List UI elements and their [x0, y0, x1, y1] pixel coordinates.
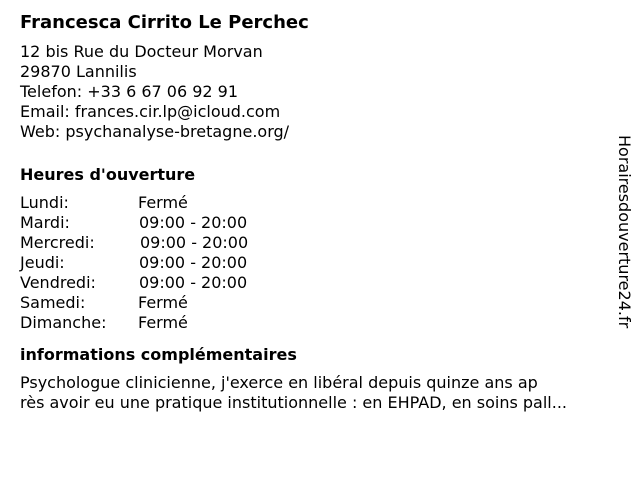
address-street: 12 bis Rue du Docteur Morvan	[20, 42, 263, 61]
hours-row-tuesday	[20, 213, 610, 233]
hours-heading: Heures d'ouverture	[20, 165, 196, 184]
hours-row-monday	[20, 193, 610, 213]
email-line: Email: frances.cir.lp@icloud.com	[20, 102, 281, 121]
time-value: 09:00 - 20:00	[139, 273, 248, 292]
site-watermark: Horairesdouverture24.fr	[615, 135, 634, 329]
business-name: Francesca Cirrito Le Perchec	[20, 12, 309, 33]
time-value: Fermé	[138, 193, 188, 212]
hours-row-friday	[20, 273, 610, 293]
day-label: Mardi:	[20, 213, 70, 232]
hours-row-wednesday	[20, 233, 610, 253]
hours-table	[20, 193, 610, 333]
hours-row-saturday	[20, 293, 610, 313]
hours-row-thursday	[20, 253, 610, 273]
day-label: Mercredi:	[20, 233, 95, 252]
day-label: Dimanche:	[20, 313, 107, 332]
info-text-line-2: rès avoir eu une pratique institutionnelle : en EHPAD, en soins pall...	[20, 393, 567, 412]
day-label: Vendredi:	[20, 273, 96, 292]
time-value: Fermé	[138, 293, 188, 312]
time-value: 09:00 - 20:00	[139, 213, 248, 232]
address-city: 29870 Lannilis	[20, 62, 137, 81]
time-value: 09:00 - 20:00	[140, 233, 249, 252]
hours-row-sunday	[20, 313, 610, 333]
day-label: Lundi:	[20, 193, 69, 212]
phone-line: Telefon: +33 6 67 06 92 91	[20, 82, 239, 101]
day-label: Samedi:	[20, 293, 86, 312]
time-value: 09:00 - 20:00	[139, 253, 248, 272]
business-card	[20, 10, 610, 413]
time-value: Fermé	[138, 313, 188, 332]
info-text-line-1: Psychologue clinicienne, j'exerce en libéral depuis quinze ans ap	[20, 373, 538, 392]
info-heading: informations complémentaires	[20, 345, 297, 364]
day-label: Jeudi:	[20, 253, 65, 272]
web-line: Web: psychanalyse-bretagne.org/	[20, 122, 290, 141]
